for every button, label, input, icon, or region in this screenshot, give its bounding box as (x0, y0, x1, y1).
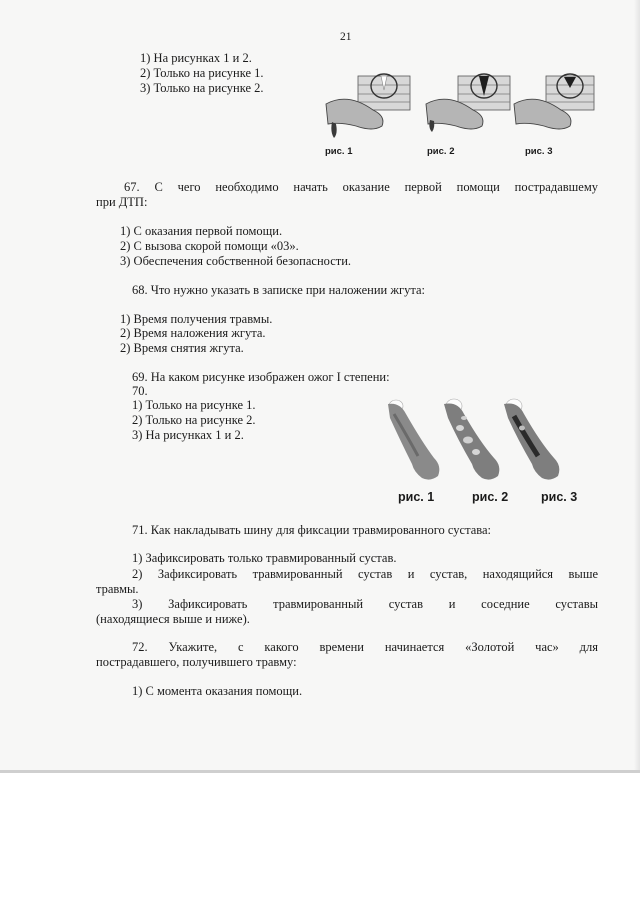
q72-answer-1: 1) С момента оказания помощи. (132, 684, 303, 698)
q67-answer-2: 2) С вызова скорой помощи «03». (120, 239, 299, 253)
wound-illustration-1 (326, 74, 410, 138)
q70-number: 70. (132, 384, 148, 398)
q72-text-line1: 72. Укажите, с какого времени начинается «Золотой час» для (132, 640, 598, 654)
q69-answer-2: 2) Только на рисунке 2. (132, 413, 256, 427)
wound-caption-1: рис. 1 (325, 146, 353, 157)
wound-illustration-3 (514, 74, 594, 129)
burn-illustration-2 (444, 399, 499, 480)
q71-answer-3-line2: (находящиеся выше и ниже). (96, 612, 250, 626)
wound-caption-2: рис. 2 (427, 146, 455, 157)
burn-illustration-3 (504, 399, 559, 480)
burn-caption-1: рис. 1 (398, 490, 435, 504)
wound-caption-3: рис. 3 (525, 146, 553, 157)
q71-answer-3-line1: 3) Зафиксировать травмированный сустав и соседние суставы (132, 597, 598, 611)
page-number: 21 (340, 31, 352, 43)
burn-caption-2: рис. 2 (472, 490, 509, 504)
q71-text: 71. Как накладывать шину для фиксации травмированного сустава: (132, 523, 492, 537)
burn-figure (372, 394, 598, 486)
q72-text-line2: пострадавшего, получившего травму: (96, 655, 297, 669)
q71-answer-2-line2: травмы. (96, 582, 139, 596)
q67-answer-1: 1) С оказания первой помощи. (120, 224, 283, 238)
q68-answer-3: 2) Время снятия жгута. (120, 341, 244, 355)
q67-text-line1: 67. С чего необходимо начать оказание первой помощи пострадавшему (124, 180, 598, 194)
q69-answer-1: 1) Только на рисунке 1. (132, 398, 256, 412)
burn-illustration-1 (388, 400, 439, 480)
q67-answer-3: 3) Обеспечения собственной безопасности. (120, 254, 352, 268)
top-answer-3: 3) Только на рисунке 2. (140, 81, 264, 95)
top-answer-1: 1) На рисунках 1 и 2. (140, 51, 252, 65)
q68-text: 68. Что нужно указать в записке при наложении жгута: (132, 283, 426, 297)
q69-answer-3: 3) На рисунках 1 и 2. (132, 428, 244, 442)
q68-answer-1: 1) Время получения травмы. (120, 312, 273, 326)
q69-text: 69. На каком рисунке изображен ожог I степени: (132, 370, 390, 384)
burn-caption-3: рис. 3 (541, 490, 578, 504)
wound-figure (318, 64, 598, 146)
q68-answer-2: 2) Время наложения жгута. (120, 326, 266, 340)
wound-illustration-2 (426, 74, 510, 132)
q67-text-line2: при ДТП: (96, 195, 148, 209)
q71-answer-2-line1: 2) Зафиксировать травмированный сустав и сустав, находящийся выше (132, 567, 598, 581)
q71-answer-1: 1) Зафиксировать только травмированный сустав. (132, 551, 397, 565)
top-answer-2: 2) Только на рисунке 1. (140, 66, 264, 80)
